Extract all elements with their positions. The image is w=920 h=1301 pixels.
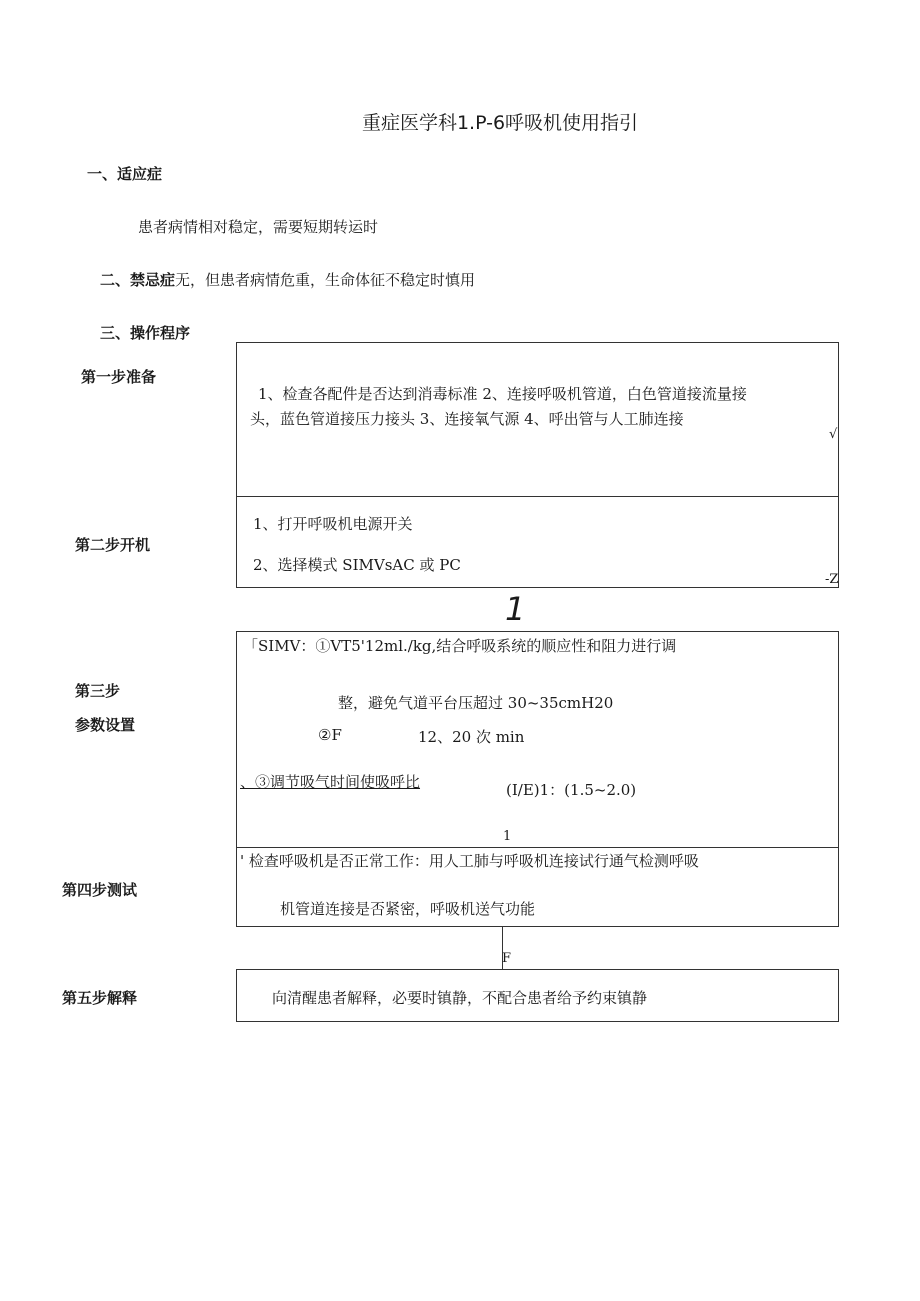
step4-mark: F xyxy=(502,951,512,966)
step5-label: 第五步解释 xyxy=(62,989,138,1007)
step4-line2: 机管道连接是否紧密，呼吸机送气功能 xyxy=(280,900,536,918)
step5-line1: 向清醒患者解释，必要时镇静，不配合患者给予约束镇静 xyxy=(272,989,648,1007)
step1-label: 第一步准备 xyxy=(81,368,157,386)
step2-mark: -Z xyxy=(825,572,839,587)
section-contraindications xyxy=(100,269,475,290)
section-procedure-heading: 三、操作程序 xyxy=(100,324,191,342)
page-title: 重症医学科1.P-6呼吸机使用指引 xyxy=(361,112,639,134)
step3-line4-a: 、③调节吸气时间使吸呼比 xyxy=(240,773,421,791)
step3-label-line1: 第三步 xyxy=(75,682,121,700)
section-contraindications-text: 无，但患者病情危重，生命体征不稳定时慎用 xyxy=(175,271,476,289)
step2-label: 第二步开机 xyxy=(75,536,151,554)
step3-line4-b: (I/E)1：(1.5~2.0) xyxy=(506,781,637,799)
section-contraindications-heading: 二、禁忌症 xyxy=(100,271,176,289)
step2-line1: 1、打开呼吸机电源开关 xyxy=(253,515,413,533)
section-indications-heading: 一、适应症 xyxy=(87,165,163,183)
step3-line3-b: 12、20 次 min xyxy=(418,728,525,746)
step1-check-mark: √ xyxy=(829,427,838,442)
step4-line1: ' 检查呼吸机是否正常工作：用人工肺与呼吸机连接试行通气检测呼吸 xyxy=(240,852,699,870)
step3-line3-a: ②F xyxy=(318,726,342,744)
stray-number: 1 xyxy=(505,590,526,628)
step4-label: 第四步测试 xyxy=(62,881,138,899)
section-indications-text: 患者病情相对稳定，需要短期转运时 xyxy=(138,218,379,236)
step1-line1: 1、检查各配件是否达到消毒标准 2、连接呼吸机管道，白色管道接流量接 xyxy=(258,385,747,403)
step3-label-line2: 参数设置 xyxy=(75,716,136,734)
step3-line2: 整，避免气道平台压超过 30~35cmH20 xyxy=(338,694,614,712)
step2-line2: 2、选择模式 SIMVsAC 或 PC xyxy=(253,556,461,574)
step1-line2: 头，蓝色管道接压力接头 3、连接氧气源 4、呼出管与人工肺连接 xyxy=(250,410,684,428)
step3-mark: 1 xyxy=(503,829,512,844)
step3-line1: 「SIMV：①VT5'12ml./kg,结合呼吸系统的顺应性和阻力进行调 xyxy=(243,637,677,655)
